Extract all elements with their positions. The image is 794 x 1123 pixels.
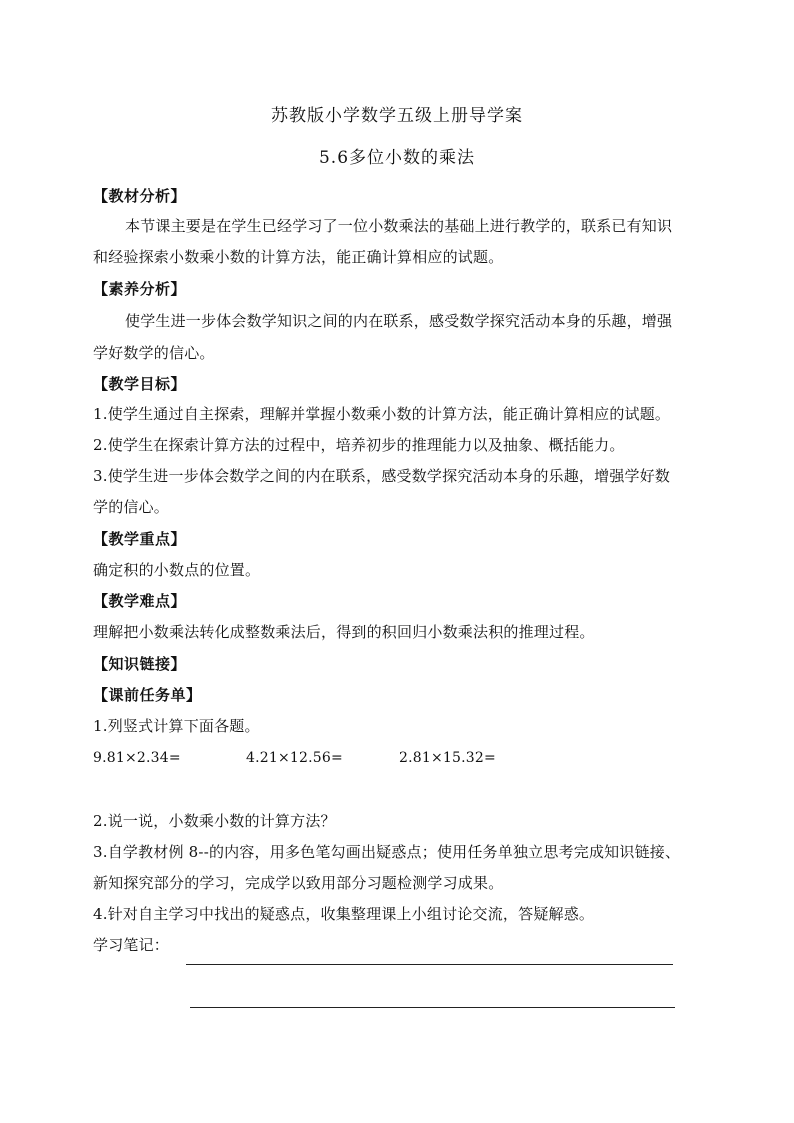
list-item: 2.说一说，小数乘小数的计算方法？ xyxy=(93,812,336,830)
notes-writing-line xyxy=(190,1007,675,1008)
notes-writing-line xyxy=(186,964,673,965)
list-item: 1.列竖式计算下面各题。 xyxy=(93,717,260,735)
section-heading-pre-class-tasks: 【课前任务单】 xyxy=(93,686,202,704)
paragraph-line: 本节课主要是在学生已经学习了一位小数乘法的基础上进行教学的，联系已有知识 xyxy=(125,217,673,235)
section-heading-knowledge-link: 【知识链接】 xyxy=(93,655,187,673)
paragraph-line: 和经验探索小数乘小数的计算方法，能正确计算相应的试题。 xyxy=(93,248,504,266)
list-item: 2.使学生在探索计算方法的过程中，培养初步的推理能力以及抽象、概括能力。 xyxy=(93,436,625,454)
list-item-continuation: 新知探究部分的学习，完成学以致用部分习题检测学习成果。 xyxy=(93,874,504,892)
math-problem: 9.81×2.34= xyxy=(93,750,181,766)
list-item: 3.使学生进一步体会数学之间的内在联系，感受数学探究活动本身的乐趣，增强学好数 xyxy=(93,467,671,485)
notes-label: 学习笔记： xyxy=(93,936,170,954)
list-item: 1.使学生通过自主探索，理解并掌握小数乘小数的计算方法，能正确计算相应的试题。 xyxy=(93,405,671,423)
document-title: 苏教版小学数学五级上册导学案 xyxy=(271,106,523,126)
paragraph-line: 确定积的小数点的位置。 xyxy=(93,561,261,579)
paragraph-line: 理解把小数乘法转化成整数乘法后，得到的积回归小数乘法积的推理过程。 xyxy=(93,623,595,641)
list-item-continuation: 学的信心。 xyxy=(93,498,170,516)
list-item: 3.自学教材例 8--的内容，用多色笔勾画出疑惑点；使用任务单独立思考完成知识链接、 xyxy=(93,843,681,861)
section-heading-literacy-analysis: 【素养分析】 xyxy=(93,280,187,298)
section-heading-teaching-goals: 【教学目标】 xyxy=(93,375,187,393)
math-problem: 4.21×12.56= xyxy=(246,750,343,766)
section-heading-difficulties: 【教学难点】 xyxy=(93,592,187,610)
section-heading-textbook-analysis: 【教材分析】 xyxy=(93,187,187,205)
paragraph-line: 学好数学的信心。 xyxy=(93,344,215,362)
document-subtitle: 5.6多位小数的乘法 xyxy=(318,148,476,168)
math-problem: 2.81×15.32= xyxy=(399,750,496,766)
list-item: 4.针对自主学习中找出的疑惑点，收集整理课上小组讨论交流，答疑解惑。 xyxy=(93,905,595,923)
paragraph-line: 使学生进一步体会数学知识之间的内在联系，感受数学探究活动本身的乐趣，增强 xyxy=(125,312,673,330)
section-heading-key-points: 【教学重点】 xyxy=(93,530,187,548)
